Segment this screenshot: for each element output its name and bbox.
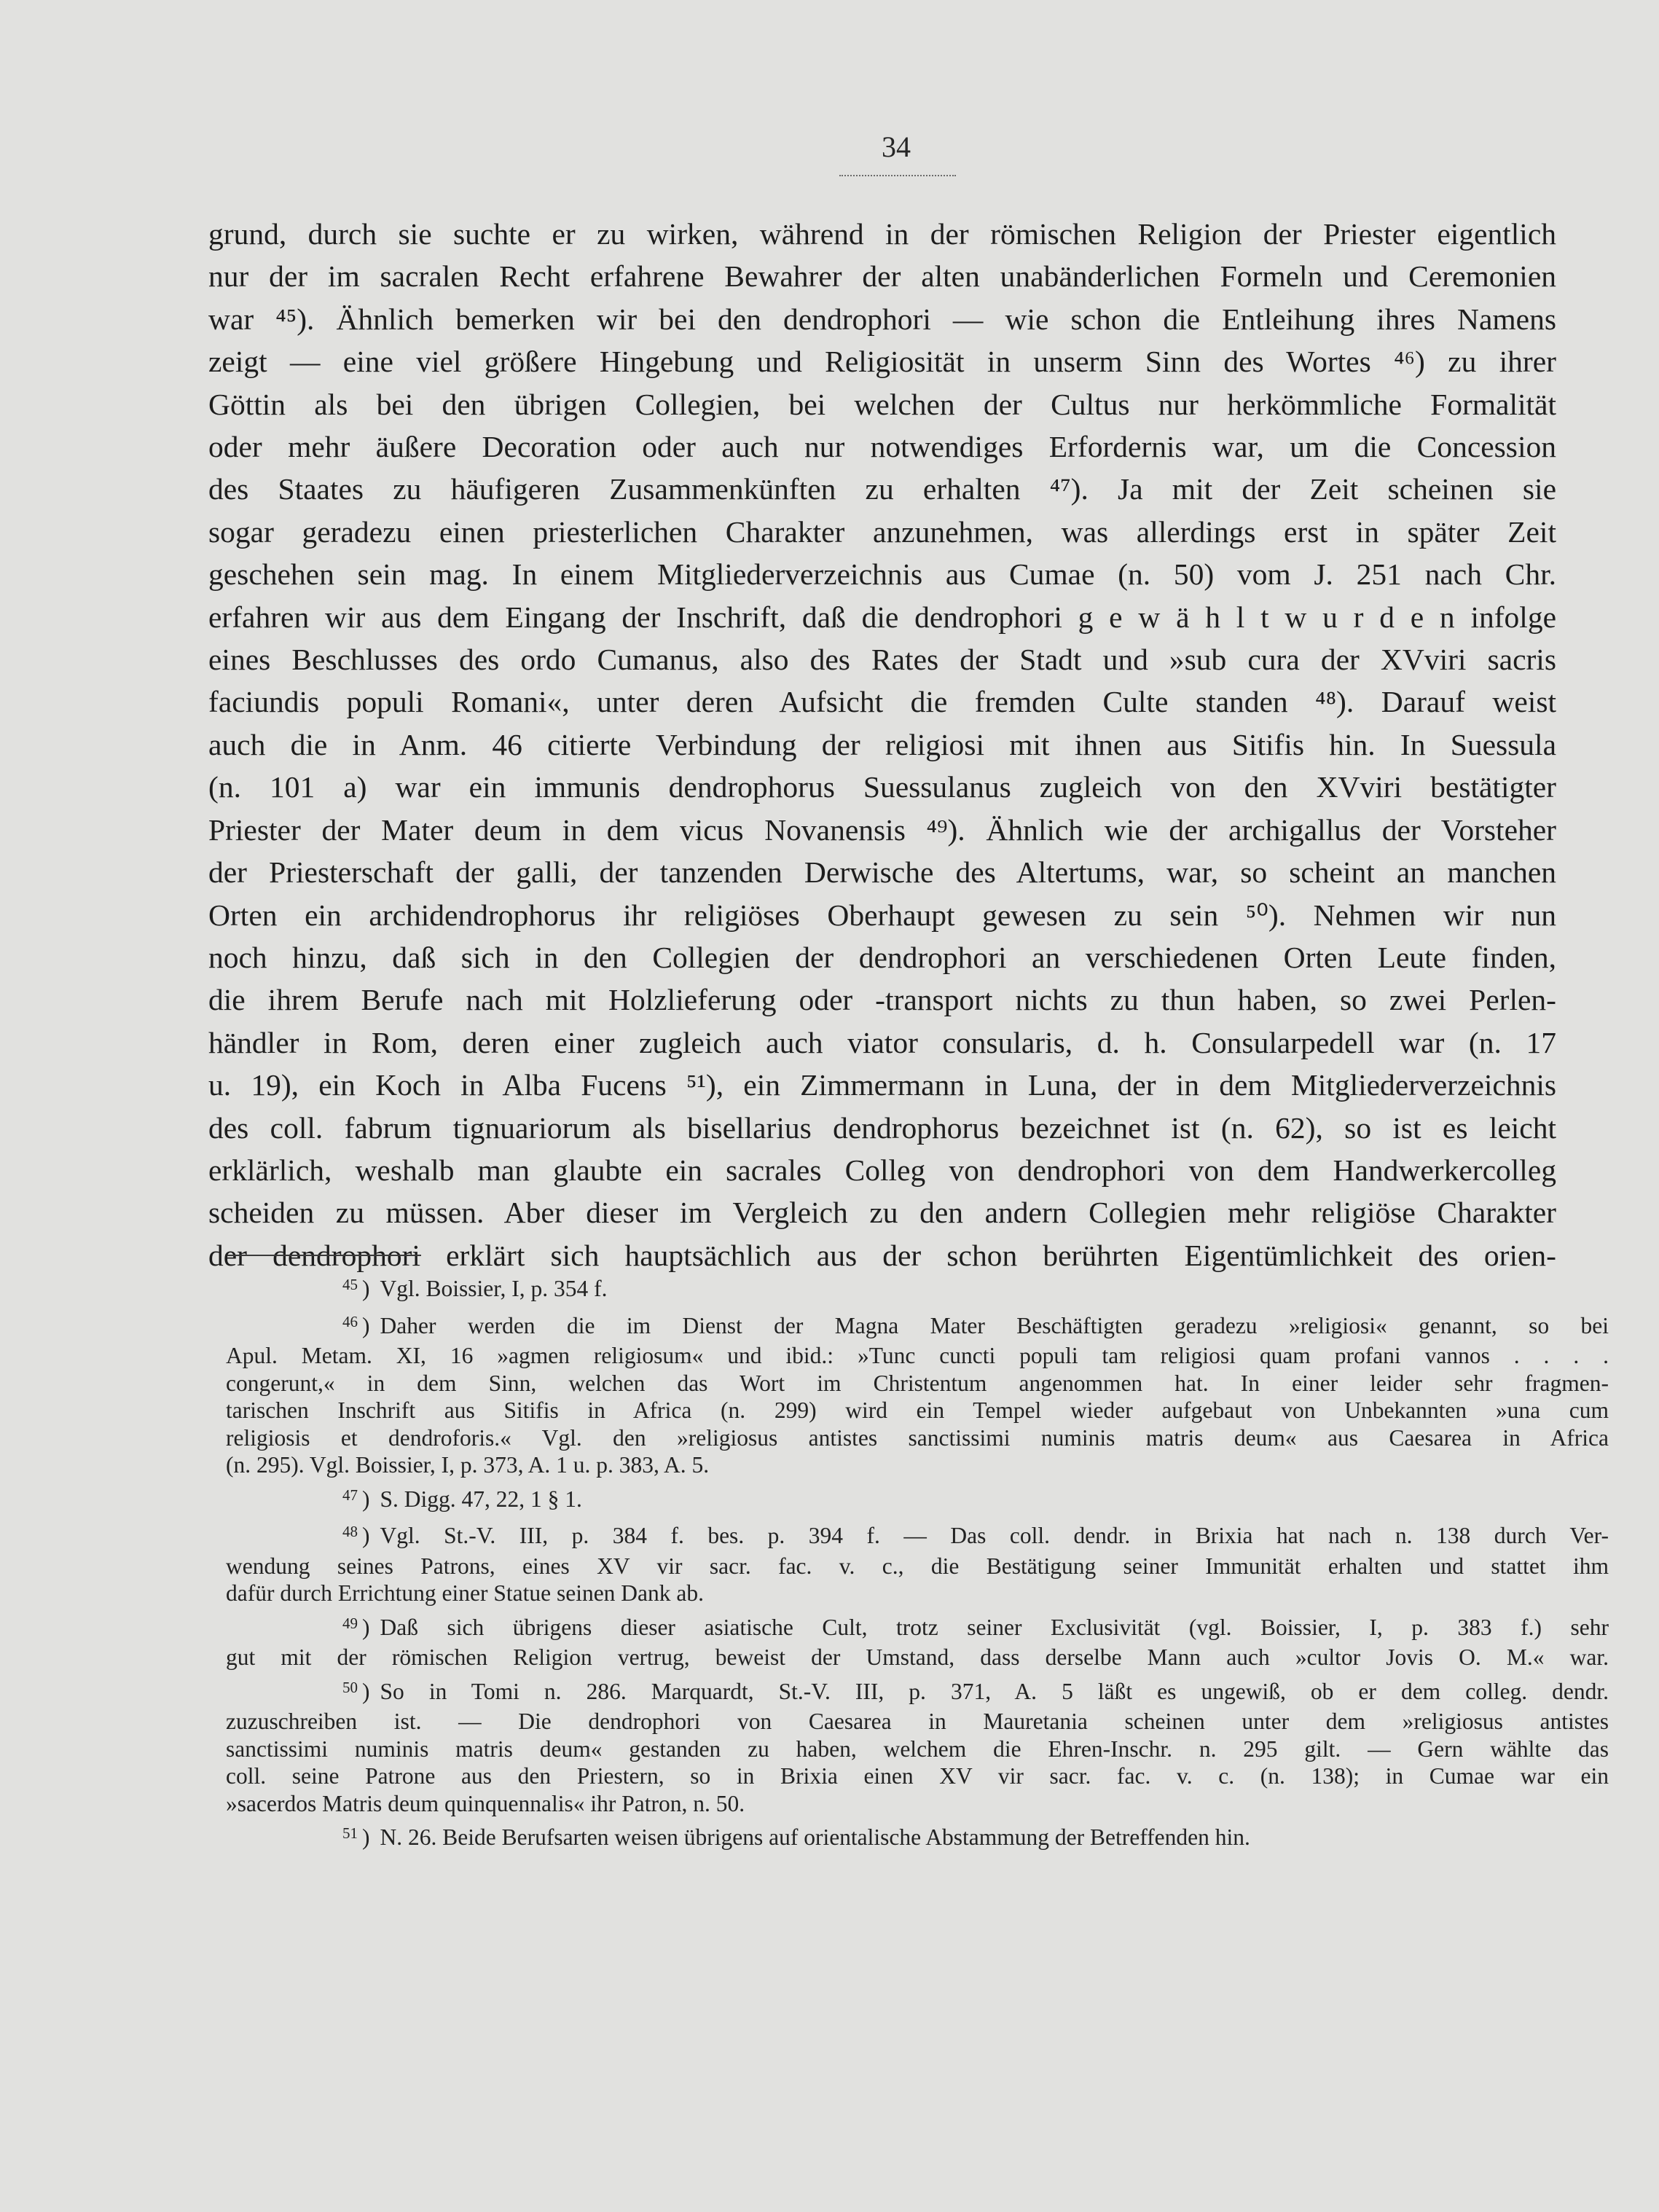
footnote-line: Daß sich übrigens dieser asiatische Cult, trotz seiner Exclusivität (vgl. Boissier, I, p. 383 f.) sehr [380, 1614, 1609, 1640]
footnote-line: Apul. Metam. XI, 16 »agmen religiosum« und ibid.: »Tunc cuncti populi tam religiosi quam profani vannos . . . . [226, 1343, 1609, 1368]
body-line: händler in Rom, deren einer zugleich auch viator consularis, d. h. Consularpedell war (n. 17 [208, 1025, 1556, 1059]
main-text [208, 213, 1556, 1276]
footnotes [226, 1275, 1609, 1861]
body-line: der Priesterschaft der galli, der tanzenden Derwische des Altertums, war, so scheint an manchen [208, 855, 1556, 890]
body-line: noch hinzu, daß sich in den Collegien der dendrophori an verschiedenen Orten Leute finden, [208, 940, 1556, 974]
body-line: erfahren wir aus dem Eingang der Inschrift, daß die dendrophori g e w ä h l t w u r d e n infolge [208, 600, 1556, 634]
footnote-line: Daher werden die im Dienst der Magna Mater Beschäftigten geradezu »religiosi« genannt, so bei [380, 1312, 1609, 1338]
footnote-line: congerunt,« in dem Sinn, welchen das Wort im Christentum angenommen hat. In einer leider sehr fragmen- [226, 1370, 1609, 1396]
footnote-line: coll. seine Patrone aus den Priestern, so in Brixia einen XV vir sacr. fac. v. c. (n. 138); in Cumae war ein [226, 1763, 1609, 1789]
page-number-ornament [839, 175, 956, 181]
footnote-line: (n. 295). Vgl. Boissier, I, p. 373, A. 1 u. p. 383, A. 5. [226, 1452, 710, 1478]
footnote-48: $^{48}$ ) Vgl. St.-V. III, p. 384 f. bes. p. 394 f. — Das coll. dendr. in Brixia hat nach n. 138 durch Ver- wendung seines Patrons, eines XV vir sacr. fac. v. c., die Bestätigung seiner Immunität erhalten und stattet ihm dafür durch Errichtung einer Statue seinen Dank ab. [226, 1523, 1609, 1606]
body-line: Orten ein archidendrophorus ihr religiöses Oberhaupt gewesen zu sein ⁵⁰). Nehmen wir nun [208, 898, 1556, 932]
body-line: oder mehr äußere Decoration oder auch nur notwendiges Erfordernis war, um die Concession [208, 430, 1556, 464]
footnote-mark: 46 [342, 1312, 358, 1330]
footnote-line: S. Digg. 47, 22, 1 § 1. [380, 1486, 582, 1512]
footnote-line: So in Tomi n. 286. Marquardt, St.-V. III, p. 371, A. 5 läßt es ungewiß, ob er dem colleg. dendr. [380, 1678, 1609, 1704]
body-line: grund, durch sie suchte er zu wirken, während in der römischen Religion der Priester eigentlich [208, 217, 1556, 251]
page-number: 34 [882, 130, 911, 163]
body-line: des coll. fabrum tignuariorum als bisellarius dendrophorus bezeichnet ist (n. 62), so ist es leicht [208, 1110, 1556, 1145]
body-line: der dendrophori erklärt sich hauptsächlich aus der schon berührten Eigentümlichkeit des orien- [208, 1238, 1556, 1272]
footnote-46: $^{46}$ ) Daher werden die im Dienst der Magna Mater Beschäftigten geradezu »religiosi« genannt, so bei Apul. Metam. XI, 16 »agmen religiosum« und ibid.: »Tunc cuncti populi tam religiosi quam profani vannos . . . . congerunt,« in dem Sinn, welchen das Wort im Christentum angenommen hat. In einer leider sehr fragmen- tarischen Inschrift aus Sitifis in Africa (n. 299) wird ein Tempel wieder aufgebaut von Unbekannten »una cum religiosis et dendroforis.« Vgl. den »religiosus antistes sanctissimi numinis matris deum« aus Caesarea in Africa (n. 295). Vgl. Boissier, I, p. 373, A. 1 u. p. 383, A. 5. [226, 1312, 1609, 1478]
body-line: u. 19), ein Koch in Alba Fucens ⁵¹), ein Zimmermann in Luna, der in dem Mitgliederverzeichnis [208, 1068, 1556, 1102]
footnote-49: $^{49}$ ) Daß sich übrigens dieser asiatische Cult, trotz seiner Exclusivität (vgl. Boissier, I, p. 383 f.) sehr gut mit der römischen Religion vertrug, beweist der Umstand, dass derselbe Mann auch »cultor Jovis O. M.« war. [226, 1614, 1609, 1670]
footnote-50: $^{50}$ ) So in Tomi n. 286. Marquardt, St.-V. III, p. 371, A. 5 läßt es ungewiß, ob er dem colleg. dendr. zuzuschreiben ist. — Die dendrophori von Caesarea in Mauretania scheinen unter dem »religiosus antistes sanctissimi numinis matris deum« gestanden zu haben, welchem die Ehren-Inschr. n. 295 gilt. — Gern wählte das coll. seine Patrone aus den Priestern, so in Brixia einen XV vir sacr. fac. v. c. (n. 138); in Cumae war ein »sacerdos Matris deum quinquennalis« ihr Patron, n. 50. [226, 1678, 1609, 1816]
footnote-45: $^{45}$ ) Vgl. Boissier, I, p. 354 f. [342, 1276, 608, 1301]
footnote-mark: 51 [342, 1824, 358, 1842]
body-line: des Staates zu häufigeren Zusammenkünften zu erhalten ⁴⁷). Ja mit der Zeit scheinen sie [208, 472, 1556, 506]
body-line: Priester der Mater deum in dem vicus Novanensis ⁴⁹). Ähnlich wie der archigallus der Vorsteher [208, 812, 1556, 847]
body-line: die ihrem Berufe nach mit Holzlieferung oder -transport nichts zu thun haben, so zwei Perlen- [208, 983, 1556, 1017]
footnote-47: $^{47}$ ) S. Digg. 47, 22, 1 § 1. [342, 1486, 582, 1512]
body-line: Göttin als bei den übrigen Collegien, bei welchen der Cultus nur herkömmliche Formalität [208, 387, 1556, 421]
body-line: war ⁴⁵). Ähnlich bemerken wir bei den dendrophori — wie schon die Entleihung ihres Namens [208, 302, 1556, 336]
footnote-line: dafür durch Errichtung einer Statue seinen Dank ab. [226, 1580, 705, 1606]
footnote-mark: 45 [342, 1276, 358, 1293]
footnote-line: sanctissimi numinis matris deum« gestanden zu haben, welchem die Ehren-Inschr. n. 295 gilt. — Gern wählte das [226, 1736, 1609, 1762]
body-line: sogar geradezu einen priesterlichen Charakter anzunehmen, was allerdings erst in später Zeit [208, 514, 1556, 549]
body-line: zeigt — eine viel größere Hingebung und Religiosität in unserm Sinn des Wortes ⁴⁶) zu ihrer [208, 345, 1556, 379]
body-line: scheiden zu müssen. Aber dieser im Vergleich zu den andern Collegien mehr religiöse Charakter [208, 1196, 1556, 1230]
footnote-line: Vgl. Boissier, I, p. 354 f. [380, 1276, 608, 1301]
footnote-line: Vgl. St.-V. III, p. 384 f. bes. p. 394 f. — Das coll. dendr. in Brixia hat nach n. 138 durch Ver- [380, 1523, 1609, 1548]
body-line: geschehen sein mag. In einem Mitgliederverzeichnis aus Cumae (n. 50) vom J. 251 nach Chr. [208, 557, 1556, 592]
body-line: faciundis populi Romani«, unter deren Aufsicht die fremden Culte standen ⁴⁸). Darauf weist [208, 685, 1556, 719]
body-line: (n. 101 a) war ein immunis dendrophorus Suessulanus zugleich von den XVviri bestätigter [208, 770, 1556, 804]
footnote-line: »sacerdos Matris deum quinquennalis« ihr Patron, n. 50. [226, 1790, 745, 1816]
body-line: nur der im sacralen Recht erfahrene Bewahrer der alten unabänderlichen Formeln und Ceremonien [208, 259, 1556, 294]
body-line: eines Beschlusses des ordo Cumanus, also des Rates der Stadt und »sub cura der XVviri sacris [208, 643, 1556, 677]
footnote-line: zuzuschreiben ist. — Die dendrophori von Caesarea in Mauretania scheinen unter dem »religiosus antistes [226, 1709, 1609, 1734]
body-line: erklärlich, weshalb man glaubte ein sacrales Colleg von dendrophori von dem Handwerkercolleg [208, 1153, 1556, 1187]
footnote-separator [227, 1255, 421, 1256]
footnote-mark: 47 [342, 1486, 358, 1504]
body-line: auch die in Anm. 46 citierte Verbindung der religiosi mit ihnen aus Sitifis hin. In Suessula [208, 727, 1556, 761]
footnote-mark: 49 [342, 1614, 358, 1632]
footnote-mark: 50 [342, 1678, 358, 1696]
footnote-line: tarischen Inschrift aus Sitifis in Africa (n. 299) wird ein Tempel wieder aufgebaut von Unbekannten »una cum [226, 1397, 1609, 1423]
footnote-line: wendung seines Patrons, eines XV vir sacr. fac. v. c., die Bestätigung seiner Immunität erhalten und stattet ihm [226, 1553, 1609, 1579]
footnote-mark: 48 [342, 1523, 358, 1540]
footnote-51: $^{51}$ ) N. 26. Beide Berufsarten weisen übrigens auf orientalische Abstammung der Betreffenden hin. [342, 1824, 1250, 1850]
footnote-line: religiosis et dendroforis.« Vgl. den »religiosus antistes sanctissimi numinis matris deum« aus Caesarea in Africa [226, 1424, 1609, 1451]
footnote-line: N. 26. Beide Berufsarten weisen übrigens auf orientalische Abstammung der Betreffenden hin. [380, 1824, 1250, 1850]
footnote-line: gut mit der römischen Religion vertrug, beweist der Umstand, dass derselbe Mann auch »cultor Jovis O. M.« war. [226, 1644, 1609, 1670]
